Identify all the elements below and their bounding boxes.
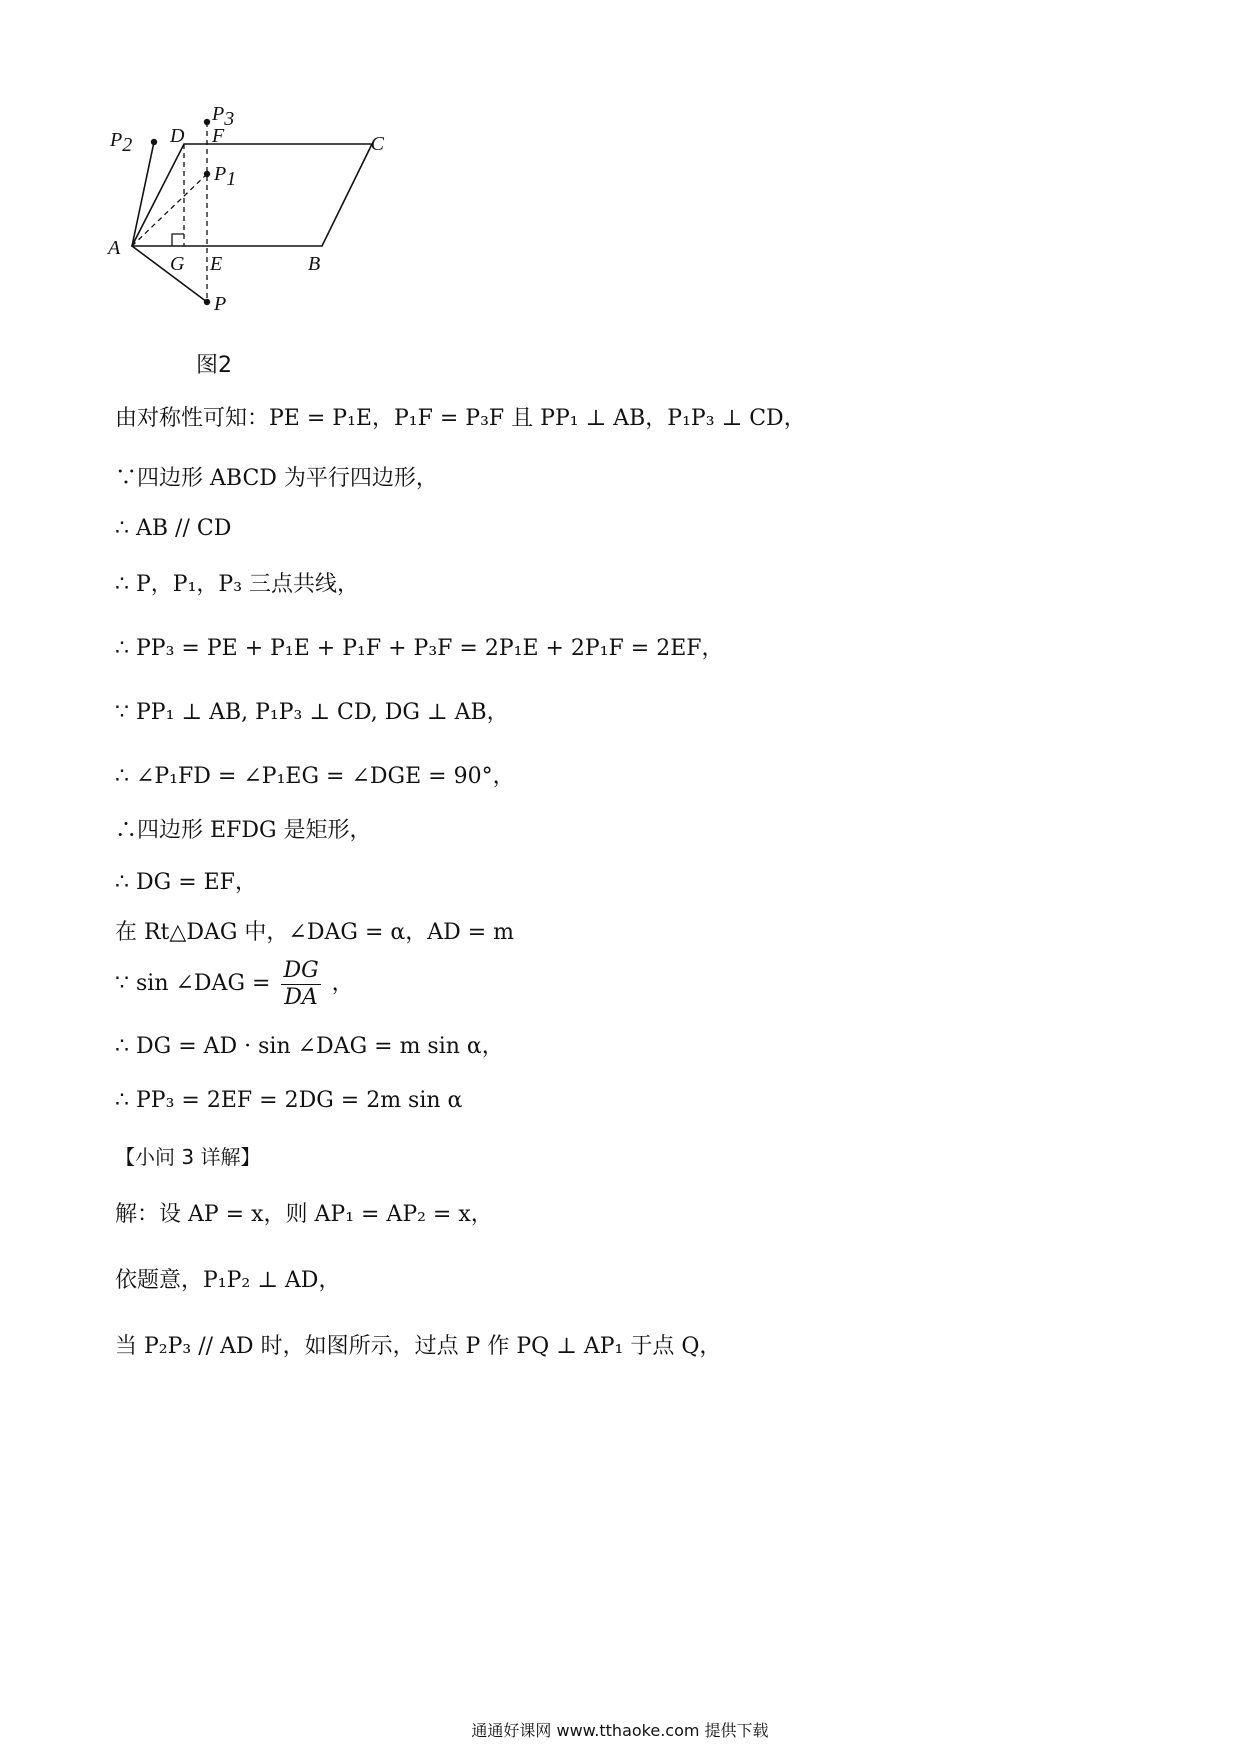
- geometry-figure: [108, 103, 384, 328]
- fraction-denominator: DA: [284, 984, 318, 1010]
- label-p1: P1: [214, 163, 237, 190]
- text-line-13: 解：设 AP = x，则 AP₁ = AP₂ = x，: [115, 1202, 493, 1227]
- text-line-3: ∴ AB // CD: [115, 516, 232, 541]
- section-heading: 【小问 3 详解】: [115, 1145, 261, 1169]
- point-p2: [151, 139, 157, 145]
- text-line-10: 在 Rt△DAG 中，∠DAG = α，AD = m: [115, 920, 515, 945]
- label-b: B: [308, 253, 321, 275]
- point-p1: [204, 171, 210, 177]
- label-a: A: [108, 237, 121, 259]
- label-e: E: [210, 253, 223, 275]
- text-line-2: ∵四边形 ABCD 为平行四边形，: [115, 466, 438, 491]
- dashed-line-ap1: [132, 174, 207, 246]
- text-line-9: ∴ DG = EF，: [115, 870, 257, 895]
- text-line-4: ∴ P，P₁，P₃ 三点共线，: [115, 572, 360, 597]
- label-p3: P3: [212, 103, 235, 130]
- text-line-11: ∴ DG = AD · sin ∠DAG = m sin α，: [115, 1034, 504, 1059]
- point-p3: [204, 119, 210, 125]
- text-line-8: ∴四边形 EFDG 是矩形，: [115, 818, 372, 843]
- fraction-dg-da: [281, 958, 320, 1011]
- text-line-1: 由对称性可知：PE = P₁E，P₁F = P₃F 且 PP₁ ⊥ AB，P₁P₃ ⊥ CD，: [115, 406, 806, 431]
- figure-caption: 图2: [196, 353, 232, 378]
- label-p2: P2: [110, 129, 133, 156]
- sine-suffix: ，: [331, 971, 354, 996]
- page-footer: 通通好课网 www.tthaoke.com 提供下载: [471, 1721, 769, 1740]
- right-angle-mark: [172, 234, 184, 246]
- label-c: C: [370, 133, 384, 155]
- label-f: F: [212, 125, 225, 147]
- label-g: G: [170, 253, 185, 275]
- label-d: D: [170, 125, 185, 147]
- text-line-14: 依题意，P₁P₂ ⊥ AD，: [115, 1268, 341, 1293]
- segment-ap2: [132, 142, 154, 246]
- point-p: [204, 299, 210, 305]
- text-line-15: 当 P₂P₃ // AD 时，如图所示，过点 P 作 PQ ⊥ AP₁ 于点 Q，: [115, 1334, 722, 1359]
- text-line-12: ∴ PP₃ = 2EF = 2DG = 2m sin α: [115, 1088, 463, 1113]
- sine-prefix: ∵ sin ∠DAG =: [115, 971, 271, 996]
- label-p: P: [214, 293, 227, 315]
- parallelogram-abcd: [132, 144, 372, 246]
- text-line-6: ∵ PP₁ ⊥ AB, P₁P₃ ⊥ CD, DG ⊥ AB，: [115, 700, 509, 725]
- text-line-sine: [115, 956, 354, 1012]
- text-line-5: ∴ PP₃ = PE + P₁E + P₁F + P₃F = 2P₁E + 2P₁F = 2EF，: [115, 636, 724, 661]
- fraction-numerator: DG: [283, 957, 319, 983]
- text-line-7: ∴ ∠P₁FD = ∠P₁EG = ∠DGE = 90°，: [115, 764, 515, 789]
